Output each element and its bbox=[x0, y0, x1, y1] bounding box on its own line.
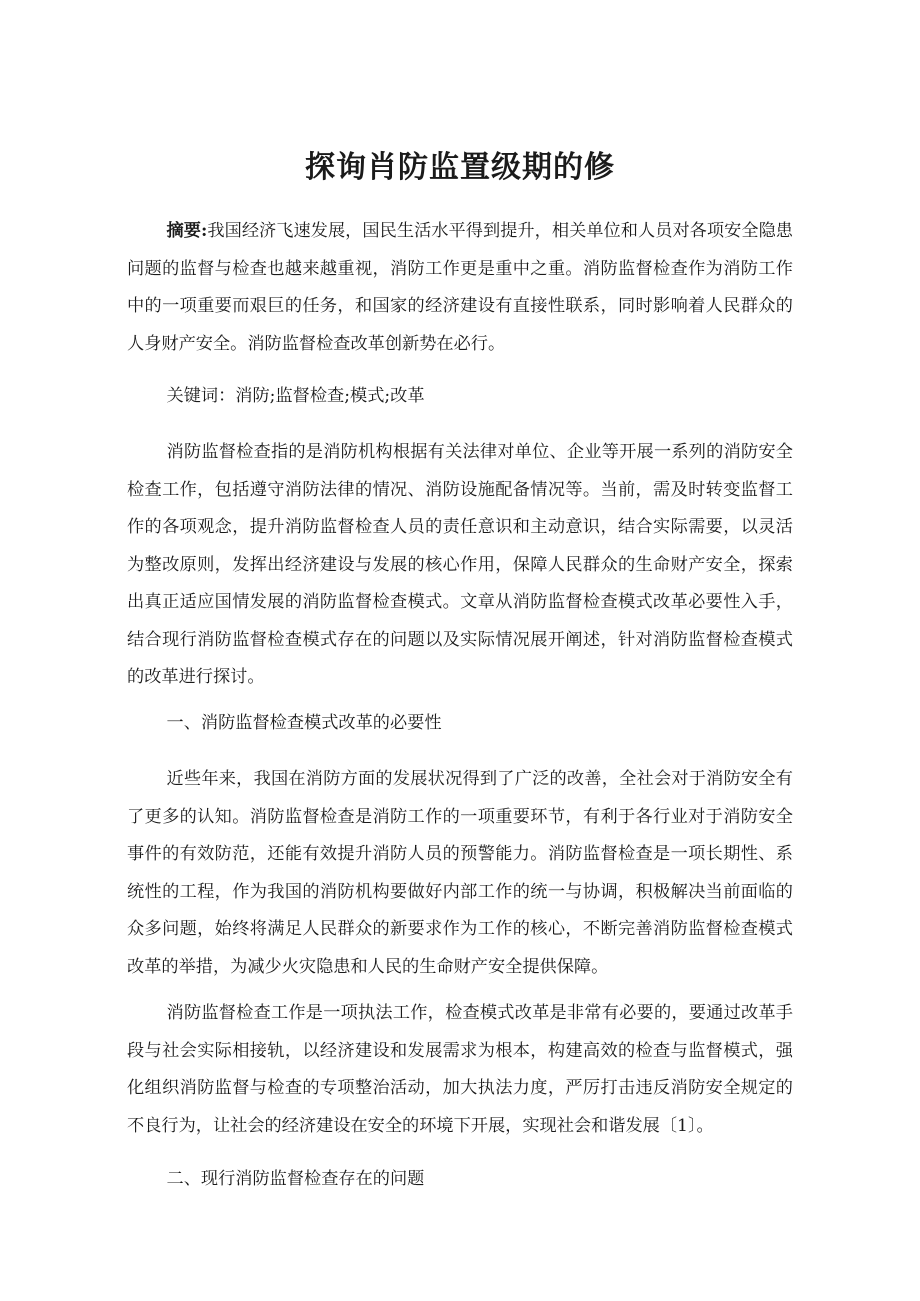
abstract-paragraph bbox=[127, 213, 793, 363]
keywords-line: 关键词：消防;监督检查;模式;改革 bbox=[166, 386, 425, 406]
section1-paragraph-1: 近些年来，我国在消防方面的发展状况得到了广泛的改善，全社会对于消防安全有了更多的认知。消防监督检查是消防工作的一项重要环节，有利于各行业对于消防安全事件的有效防范，还能有效提升消防人员的预警能力。消防监督检查是一项长期性、系统性的工程，作为我国的消防机构要做好内部工作的统一与协调，积极解决当前面临的众多问题，始终将满足人民群众的新要求作为工作的核心，不断完善消防监督检查模式改革的举措，为减少火灾隐患和人民的生命财产安全提供保障。 bbox=[127, 769, 793, 977]
intro-paragraph: 消防监督检查指的是消防机构根据有关法律对单位、企业等开展一系列的消防安全检查工作，包括遵守消防法律的情况、消防设施配备情况等。当前，需及时转变监督工作的各项观念，提升消防监督检查人员的责任意识和主动意识，结合实际需要，以灵活为整改原则，发挥出经济建设与发展的核心作用，保障人民群众的生命财产安全，探索出真正适应国情发展的消防监督检查模式。文章从消防监督检查模式改革必要性入手，结合现行消防监督检查模式存在的问题以及实际情况展开阐述，针对消防监督检查模式的改革进行探讨。 bbox=[127, 442, 793, 687]
abstract-text: 我国经济飞速发展，国民生活水平得到提升，相关单位和人员对各项安全隐患问题的监督与检查也越来越重视，消防工作更是重中之重。消防监督检查作为消防工作中的一项重要而艰巨的任务，和国家的经济建设有直接性联系，同时影响着人民群众的人身财产安全。消防监督检查改革创新势在必行。 bbox=[127, 221, 793, 354]
section1-paragraph-2: 消防监督检查工作是一项执法工作，检查模式改革是非常有必要的，要通过改革手段与社会实际相接轨，以经济建设和发展需求为根本，构建高效的检查与监督模式，强化组织消防监督与检查的专项整治活动，加大执法力度，严厉打击违反消防安全规定的不良行为，让社会的经济建设在安全的环境下开展，实现社会和谐发展〔1〕。 bbox=[127, 1003, 793, 1136]
document-title: 探询肖防监置级期的修 bbox=[305, 150, 615, 185]
section-heading-1: 一、消防监督检查模式改革的必要性 bbox=[166, 713, 442, 733]
abstract-label: 摘要: bbox=[166, 221, 208, 241]
section-heading-2: 二、现行消防监督检查存在的问题 bbox=[166, 1169, 425, 1189]
